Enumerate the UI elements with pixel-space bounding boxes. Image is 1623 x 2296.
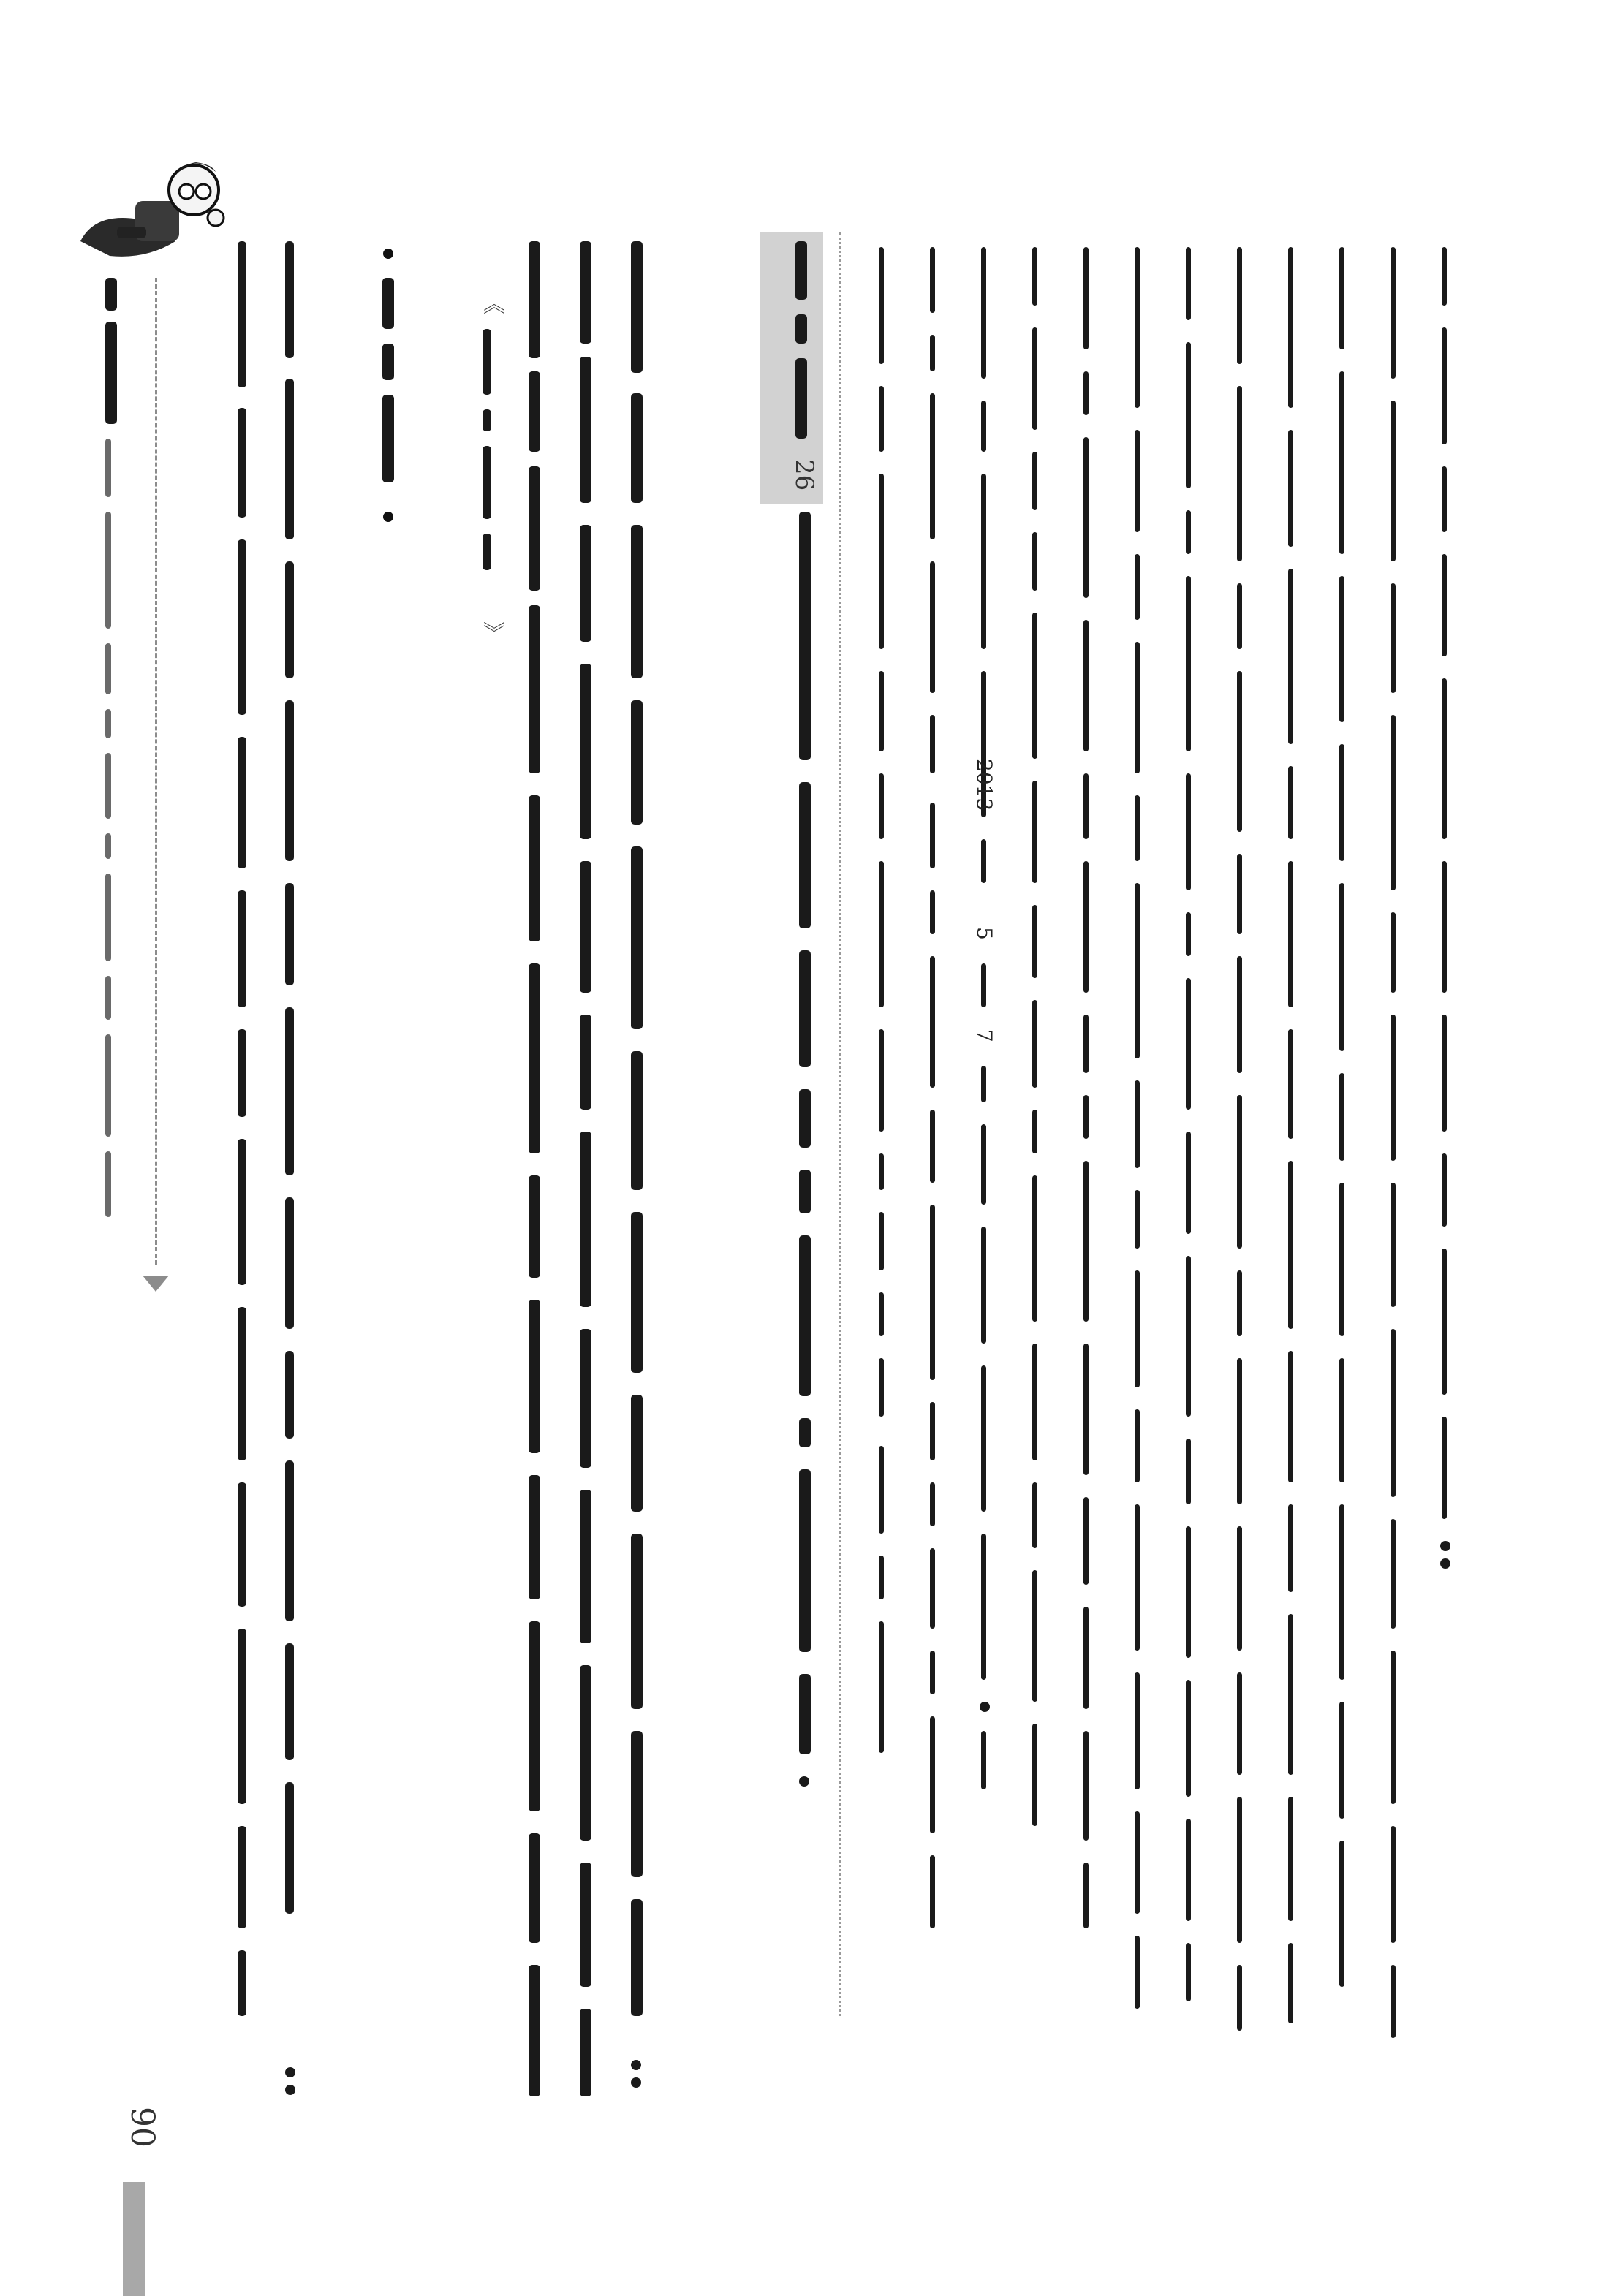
text-column [1119, 232, 1158, 2104]
date-year: 2013 [972, 759, 996, 811]
text-column [618, 232, 657, 2104]
text-column [1170, 232, 1209, 2104]
text-column [1272, 232, 1312, 2104]
quote-open: 《 [479, 292, 504, 314]
text-column [270, 232, 310, 2104]
text-column [914, 232, 953, 2104]
running-head-rule [155, 278, 157, 1265]
text-column [965, 232, 1005, 2104]
section-label [782, 241, 822, 446]
section-divider [839, 232, 841, 2016]
date-day: 7 [972, 1029, 996, 1042]
text-column [223, 232, 262, 2104]
text-column [515, 232, 555, 2104]
text-column [567, 232, 606, 2104]
text-column [1323, 232, 1363, 2104]
section-heading [786, 512, 825, 2076]
text-column [863, 232, 902, 2104]
text-column [1067, 232, 1107, 2104]
list-bullet [383, 249, 393, 259]
date-month: 5 [972, 927, 996, 940]
page-edge-tab [123, 2182, 145, 2296]
page-number: 90 [124, 2107, 161, 2148]
list-bullet [383, 512, 393, 522]
text-column [1221, 232, 1260, 2104]
text-column [1426, 232, 1465, 2104]
running-head [95, 278, 124, 1228]
quoted-title [468, 329, 507, 621]
quote-close: 》 [479, 621, 504, 643]
text-column [1374, 232, 1414, 2104]
cartoon-mascot-icon [66, 132, 227, 278]
text-column [1016, 232, 1056, 2104]
bullet-item-text [369, 278, 409, 497]
arrow-down-icon [143, 1276, 169, 1292]
section-number: 26 [790, 459, 819, 491]
